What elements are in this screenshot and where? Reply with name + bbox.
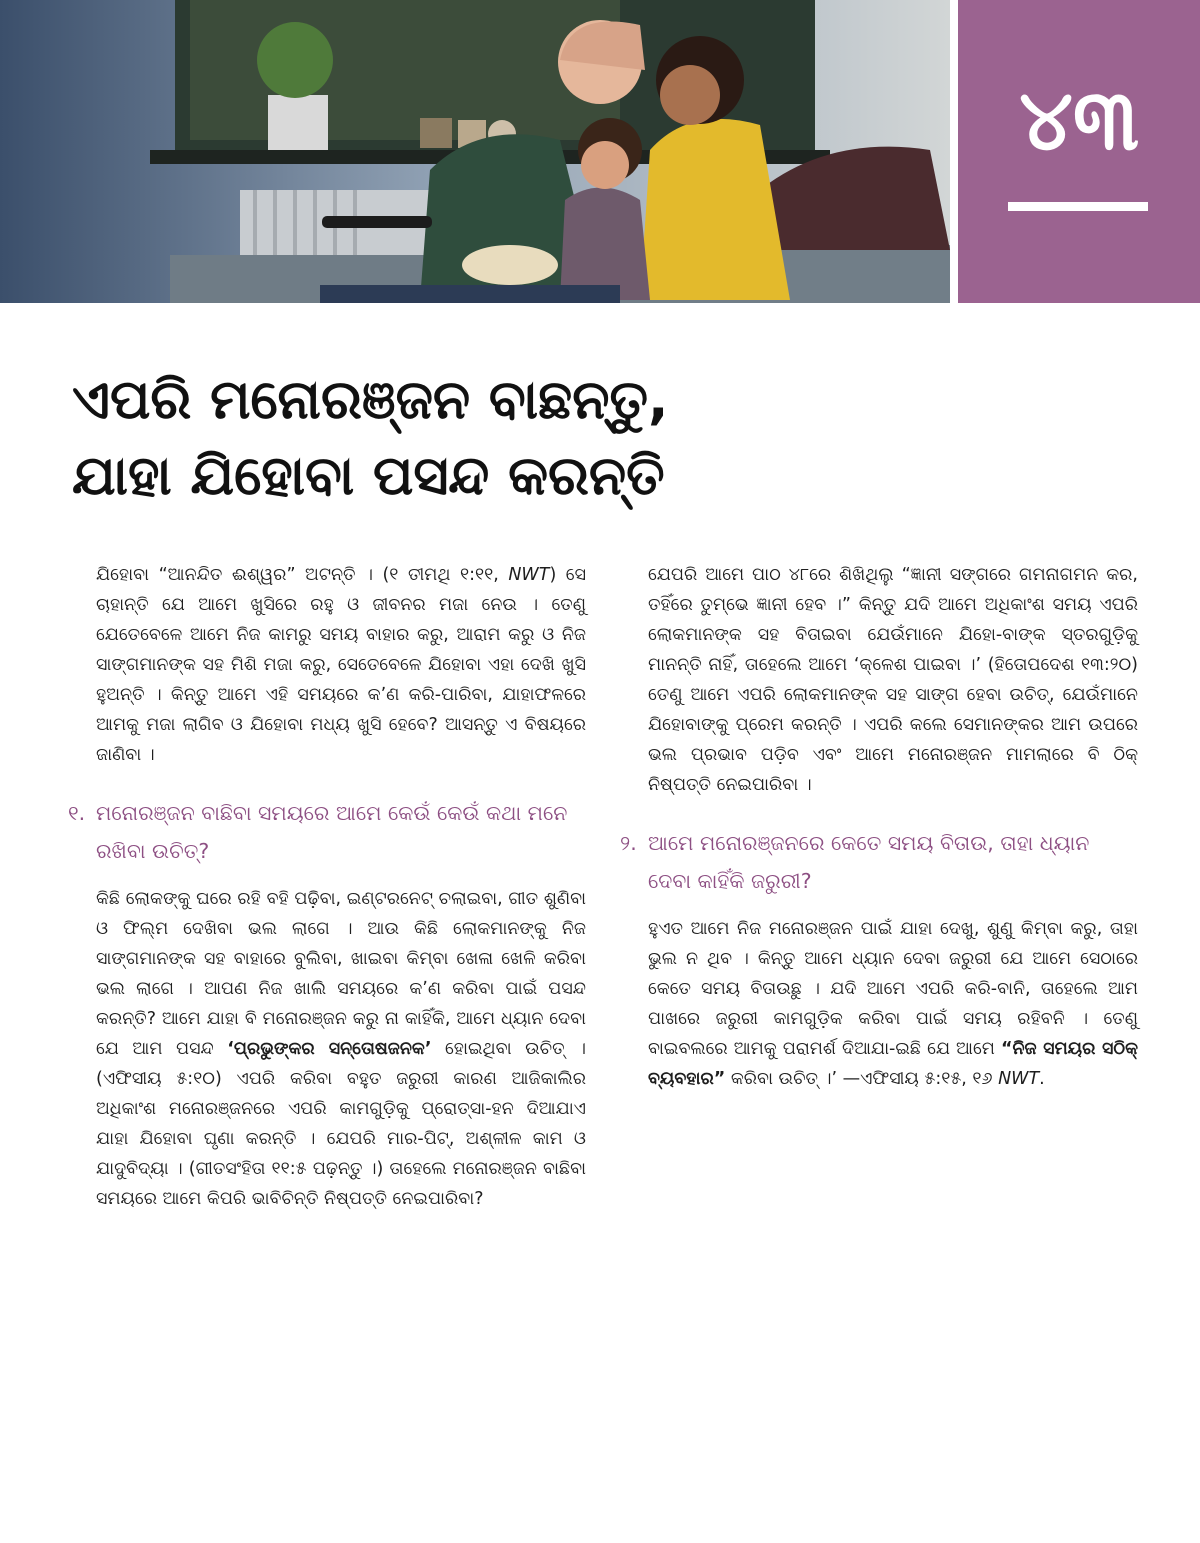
section-1-number: ୧. <box>68 801 86 825</box>
section-2-heading <box>620 824 1138 900</box>
section-1-text-a: କିଛି ଲୋକଙ୍କୁ ଘରେ ରହି ବହି ପଢ଼ିବା, ଇଣ୍ଟରନେଟ୍ ଚଲାଇବା, ଗୀତ ଶୁଣିବା ଓ ଫିଲ୍ମ ଦେଖିବା ଭଲ ଲାଗେ । ଆଉ କିଛି ଲୋକମାନଙ୍କୁ ନିଜ ସାଙ୍ଗମାନଙ୍କ ସହ ବାହାରେ ବୁଲିବା, ଖାଇବା କିମ୍ବା ଖେଳା ଖେଳି କରିବା ଭଲ ଲାଗେ । ଆପଣ ନିଜ ଖାଲି ସମୟରେ କʼଣ କରିବା ପାଇଁ ପସନ୍ଦ କରନ୍ତି? ଆମେ ଯାହା ବି ମନୋରଞ୍ଜନ କରୁ ନା କାହିଁକି, ଆମେ ଧ୍ୟାନ ଦେବା ଯେ ଆମ ପସନ୍ଦ <box>96 889 586 1059</box>
section-2-text-b: କରିବା ଉଚିତ୍ ।’ —ଏଫିସୀୟ ୫:୧୫, ୧୬ <box>725 1069 999 1089</box>
lesson-title <box>72 362 1122 514</box>
section-2-heading-text: ଆମେ ମନୋରଞ୍ଜନରେ କେତେ ସମୟ ବିତାଉ, ତାହା ଧ୍ୟାନ ଦେବା କାହିଁକି ଜରୁରୀ? <box>648 831 1090 893</box>
intro-text: ଯିହୋବା “ଆନନ୍ଦିତ ଈଶ୍ୱର” ଅଟନ୍ତି । (୧ ତୀମଥି ୧:୧୧, <box>96 565 509 585</box>
intro-paragraph <box>96 560 586 770</box>
section-1-heading <box>68 794 586 870</box>
intro-text-end: ) ସେ ଚାହାନ୍ତି ଯେ ଆମେ ଖୁସିରେ ରହୁ ଓ ଜୀବନର ମଜା ନେଉ । ତେଣୁ ଯେତେବେଳେ ଆମେ ନିଜ କାମରୁ ସମୟ ବାହାର କରୁ, ଆରାମ କରୁ ଓ ନିଜ ସାଙ୍ଗମାନଙ୍କ ସହ ମିଶି ମଜା କରୁ, ସେତେବେଳେ ଯିହୋବା ଏହା ଦେଖି ଖୁସି ହୁଅନ୍ତି । କିନ୍ତୁ ଆମେ ଏହି ସମୟରେ କʼଣ କରି-ପାରିବା, ଯାହାଫଳରେ ଆମକୁ ମଜା ଲାଗିବ ଓ ଯିହୋବା ମଧ୍ୟ ଖୁସି ହେବେ? ଆସନ୍ତୁ ଏ ବିଷୟରେ ଜାଣିବା । <box>96 565 586 765</box>
section-1-bold-quote: ‘ପ୍ରଭୁଙ୍କର ସନ୍ତୋଷଜନକ’ <box>227 1039 432 1059</box>
section-1-paragraph <box>96 884 586 1214</box>
section-2-nwt-ref: NWT <box>998 1069 1040 1089</box>
section-2-text-a: ହୁଏତ ଆମେ ନିଜ ମନୋରଞ୍ଜନ ପାଇଁ ଯାହା ଦେଖୁ, ଶୁଣୁ କିମ୍ବା କରୁ, ତାହା ଭୁଲ ନ ଥିବ । କିନ୍ତୁ ଆମେ ଧ୍ୟାନ ଦେବା ଜରୁରୀ ଯେ ଆମେ ସେଠାରେ କେତେ ସମୟ ବିତାଉଛୁ । ଯଦି ଆମେ ଏପରି କରି-ବାନି, ତାହେଲେ ଆମ ପାଖରେ ଜରୁରୀ କାମଗୁଡ଼ିକ କରିବା ପାଇଁ ସମୟ ରହିବନି । ତେଣୁ ବାଇବଲରେ ଆମକୁ ପରାମର୍ଶ ଦିଆଯା-ଇଛି ଯେ ଆମେ <box>648 919 1138 1059</box>
lesson-number: ୪୩ <box>1019 71 1139 169</box>
left-column <box>68 560 586 1238</box>
section-2-end: . <box>1039 1069 1045 1089</box>
title-line-2: ଯାହା ଯିହୋବା ପସନ୍ଦ କରନ୍ତି <box>72 444 665 507</box>
lesson-number-badge <box>958 0 1200 303</box>
badge-divider <box>1008 202 1148 211</box>
family-watching-tv-illustration <box>0 0 950 303</box>
section-2-bold-quote: “ନିଜ ସମୟର ସଠିକ୍ ବ୍ୟବହାର” <box>648 1039 1138 1089</box>
section-2-paragraph <box>648 914 1138 1094</box>
intro-nwt-ref: NWT <box>508 565 550 585</box>
section-2-number: ୨. <box>620 831 637 855</box>
hero-photo <box>0 0 950 303</box>
section-1-text-b: ହୋଇଥିବା ଉଚିତ୍ । (ଏଫିସୀୟ ୫:୧୦) ଏପରି କରିବା ବହୁତ ଜରୁରୀ କାରଣ ଆଜିକାଲିର ଅଧିକାଂଶ ମନୋରଞ୍ଜନରେ ଏପରି କାମଗୁଡ଼ିକୁ ପ୍ରୋତ୍ସା-ହନ ଦିଆଯାଏ ଯାହା ଯିହୋବା ଘୃଣା କରନ୍ତି । ଯେପରି ମାର-ପିଟ୍, ଅଶ୍ଳୀଳ କାମ ଓ ଯାଦୁବିଦ୍ୟା । (ଗୀତସଂହିତା ୧୧:୫ ପଢ଼ନ୍ତୁ ।) ତାହେଲେ ମନୋରଞ୍ଜନ ବାଛିବା ସମୟରେ ଆମେ କିପରି ଭାବିଚିନ୍ତି ନିଷ୍ପତ୍ତି ନେଇପାରିବା? <box>96 1039 586 1209</box>
right-column <box>620 560 1138 1118</box>
right-intro-paragraph: ଯେପରି ଆମେ ପାଠ ୪୮ରେ ଶିଖିଥିଲୁ “ଜ୍ଞାନୀ ସଙ୍ଗରେ ଗମନାଗମନ କର, ତହିଁରେ ତୁମ୍ଭେ ଜ୍ଞାନୀ ହେବ ।” କିନ୍ତୁ ଯଦି ଆମେ ଅଧିକାଂଶ ସମୟ ଏପରି ଲୋକମାନଙ୍କ ସହ ବିତାଇବା ଯେଉଁମାନେ ଯିହୋ-ବାଙ୍କ ସ୍ତରଗୁଡ଼ିକୁ ମାନନ୍ତି ନାହିଁ, ତାହେଲେ ଆମେ ‘କ୍ଳେଶ ପାଇବା ।’ (ହିତୋପଦେଶ ୧୩:୨୦) ତେଣୁ ଆମେ ଏପରି ଲୋକମାନଙ୍କ ସହ ସାଙ୍ଗ ହେବା ଉଚିତ୍, ଯେଉଁମାନେ ଯିହୋବାଙ୍କୁ ପ୍ରେମ କରନ୍ତି । ଏପରି କଲେ ସେମାନଙ୍କର ଆମ ଉପରେ ଭଲ ପ୍ରଭାବ ପଡ଼ିବ ଏବଂ ଆମେ ମନୋରଞ୍ଜନ ମାମଲାରେ ବି ଠିକ୍ ନିଷ୍ପତ୍ତି ନେଇପାରିବା । <box>648 565 1138 795</box>
title-line-1: ଏପରି ମନୋରଞ୍ଜନ ବାଛନ୍ତୁ, <box>72 368 669 431</box>
section-1-heading-text: ମନୋରଞ୍ଜନ ବାଛିବା ସମୟରେ ଆମେ କେଉଁ କେଉଁ କଥା ମନେ ରଖିବା ଉଚିତ୍? <box>96 801 568 863</box>
